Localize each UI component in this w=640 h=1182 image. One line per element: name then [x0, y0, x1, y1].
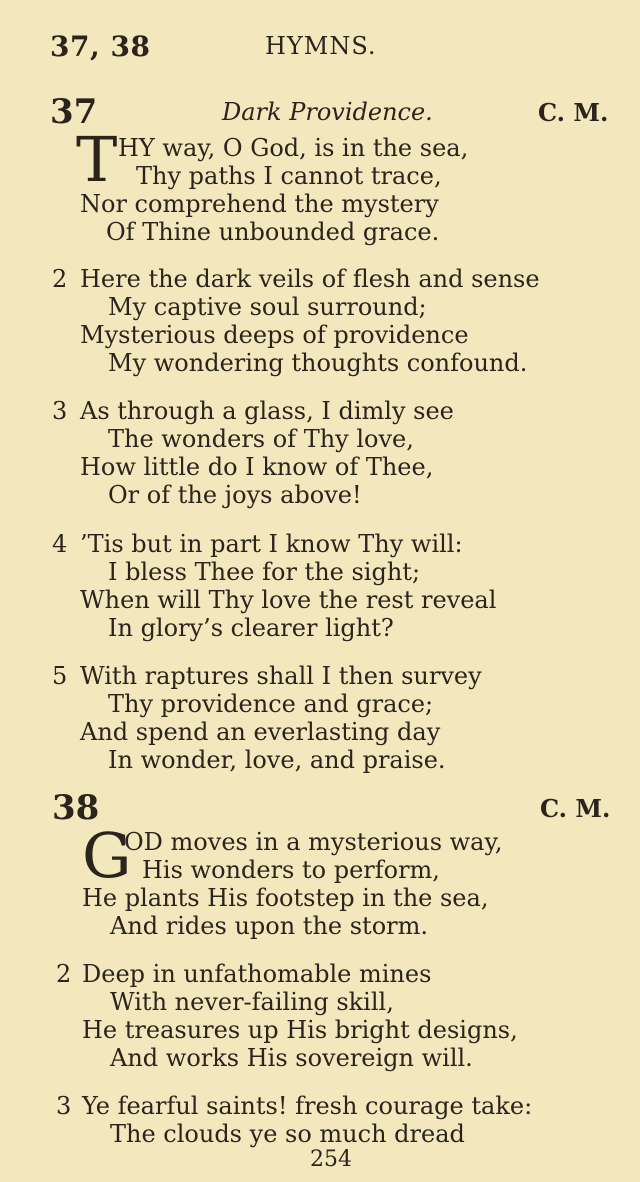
verse-line: In wonder, love, and praise. [108, 746, 446, 774]
verse-line: Nor comprehend the mystery [80, 190, 439, 218]
verse-line: Of Thine unbounded grace. [106, 218, 440, 246]
verse-line: Mysterious deeps of providence [80, 321, 469, 349]
hymn-meter: C. M. [538, 98, 609, 127]
verse-line: Thy providence and grace; [108, 690, 434, 718]
stanza-number: 2 [56, 960, 72, 988]
verse-line: My wondering thoughts confound. [108, 349, 528, 377]
verse-line: And works His sovereign will. [110, 1044, 473, 1072]
verse-line: He plants His footstep in the sea, [82, 884, 489, 912]
hymn-meter: C. M. [540, 794, 611, 823]
stanza-number: 4 [52, 530, 68, 558]
verse-line: In glory’s clearer light? [108, 614, 394, 642]
verse-line: The wonders of Thy love, [108, 425, 414, 453]
verse-line: With never-failing skill, [110, 988, 394, 1016]
verse-line: How little do I know of Thee, [80, 453, 434, 481]
verse-line: When will Thy love the rest reveal [80, 586, 497, 614]
verse-line: And spend an everlasting day [80, 718, 441, 746]
verse-line: With raptures shall I then survey [80, 662, 482, 690]
header-hymn-numbers: 37, 38 [50, 30, 151, 63]
verse-line: My captive soul surround; [108, 293, 427, 321]
verse-line: As through a glass, I dimly see [80, 397, 454, 425]
hymn-title: Dark Providence. [222, 98, 433, 126]
verse-line: HY way, O God, is in the sea, [118, 134, 469, 162]
stanza-number: 3 [56, 1092, 72, 1120]
drop-cap: G [82, 819, 132, 892]
verse-line: Or of the joys above! [108, 481, 362, 509]
page-number: 254 [310, 1147, 352, 1172]
verse-line: I bless Thee for the sight; [108, 558, 421, 586]
verse-line: Ye fearful saints! fresh courage take: [82, 1092, 533, 1120]
stanza-number: 2 [52, 265, 68, 293]
verse-line: Thy paths I cannot trace, [136, 162, 442, 190]
verse-line: ’Tis but in part I know Thy will: [80, 530, 463, 558]
stanza-number: 5 [52, 662, 68, 690]
verse-line: He treasures up His bright designs, [82, 1016, 518, 1044]
drop-cap: T [76, 123, 118, 196]
verse-line: The clouds ye so much dread [110, 1120, 465, 1148]
verse-line: OD moves in a mysterious way, [124, 828, 503, 856]
verse-line: And rides upon the storm. [110, 912, 428, 940]
header-title: HYMNS. [265, 32, 377, 60]
stanza-number: 3 [52, 397, 68, 425]
verse-line: Deep in unfathomable mines [82, 960, 432, 988]
hymn-number: 38 [52, 788, 100, 828]
hymn-number: 37 [50, 92, 98, 132]
verse-line: Here the dark veils of flesh and sense [80, 265, 540, 293]
verse-line: His wonders to perform, [142, 856, 440, 884]
